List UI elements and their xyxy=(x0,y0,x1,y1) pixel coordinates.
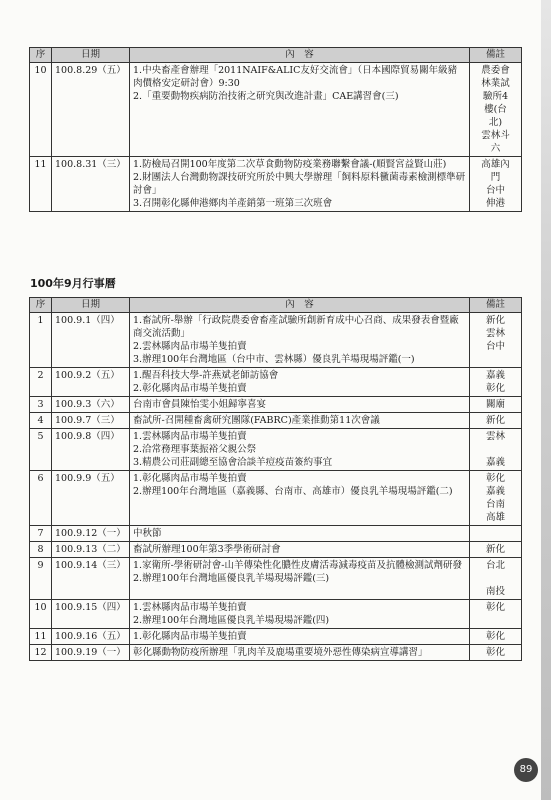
note-line: 關廟 xyxy=(485,399,505,410)
row-content xyxy=(130,645,470,661)
content-line: 2.洽常務理事葉振裕父親公祭 xyxy=(133,444,257,455)
content-line: 3.召開彰化縣伸港鄉肉羊產銷第一班第三次班會 xyxy=(133,198,333,209)
row-note xyxy=(470,63,522,157)
note-line: 彰化 xyxy=(485,473,505,484)
row-content xyxy=(130,629,470,645)
row-content xyxy=(130,558,470,600)
row-content xyxy=(130,397,470,413)
note-line: 彰化 xyxy=(485,647,505,658)
page-edge-stripe xyxy=(541,0,551,800)
table-header-row xyxy=(30,48,522,63)
content-line: 1.彰化縣肉品市場羊隻拍賣 xyxy=(133,473,247,484)
row-seq: 3 xyxy=(30,397,52,413)
content-line: 2.辦理100年台灣地區優良乳羊場現場評鑑(四) xyxy=(133,615,330,626)
row-note xyxy=(470,645,522,661)
note-line: 高雄內 xyxy=(481,159,510,170)
header-content: 內 容 xyxy=(130,48,470,63)
content-line: 2.「重要動物疾病防治技術之研究與改進計畫」CAE講習會(三) xyxy=(133,91,399,102)
note-line: 雲林 xyxy=(485,328,505,339)
note-line: 伸港 xyxy=(485,198,505,209)
row-content xyxy=(130,600,470,629)
row-seq: 2 xyxy=(30,368,52,397)
content-line: 畜試所辦理100年第3季學術研討會 xyxy=(133,544,281,555)
content-line: 1.醒吾科技大學-許燕斌老師訪協會 xyxy=(133,370,279,381)
row-note xyxy=(470,471,522,526)
content-line: 2.彰化縣肉品市場羊隻拍賣 xyxy=(133,383,247,394)
note-line: 新化 xyxy=(485,415,505,426)
table-row xyxy=(30,313,522,368)
row-note xyxy=(470,629,522,645)
content-line: 2.辦理100年台灣地區優良乳羊場現場評鑑(三) xyxy=(133,573,330,584)
row-note xyxy=(470,413,522,429)
calendar-table-september xyxy=(29,297,522,661)
note-line: 北) xyxy=(488,117,503,128)
note-line: 彰化 xyxy=(485,631,505,642)
content-line: 1.彰化縣肉品市場羊隻拍賣 xyxy=(133,631,247,642)
row-seq: 11 xyxy=(30,629,52,645)
row-content xyxy=(130,526,470,542)
note-line: 農委會 xyxy=(481,65,510,76)
content-line: 畜試所-召開種畜禽研究團隊(FABRC)產業推動第11次會議 xyxy=(133,415,380,426)
row-seq: 8 xyxy=(30,542,52,558)
header-date: 日期 xyxy=(52,48,130,63)
note-line: 南投 xyxy=(485,586,505,597)
row-seq: 12 xyxy=(30,645,52,661)
note-line: 嘉義 xyxy=(485,457,505,468)
row-seq: 7 xyxy=(30,526,52,542)
table-row xyxy=(30,413,522,429)
row-seq: 11 xyxy=(30,157,52,212)
table-row xyxy=(30,397,522,413)
content-line: 台南市會員陳怡雯小姐歸寧喜宴 xyxy=(133,399,267,410)
row-note xyxy=(470,429,522,471)
content-line: 2.辦理100年台灣地區（嘉義縣、台南市、高雄市）優良乳羊場現場評鑑(二) xyxy=(133,486,453,497)
row-note xyxy=(470,157,522,212)
content-line: 1.中央畜產會辦理「2011NAIF&ALIC友好交流會」（日本國際貿易關年級豬肉價格安定研討會）9:30 xyxy=(133,65,458,89)
content-line: 2.雲林縣肉品市場羊隻拍賣 xyxy=(133,341,247,352)
note-line: 彰化 xyxy=(485,602,505,613)
note-line: 台中 xyxy=(485,341,505,352)
table-row xyxy=(30,645,522,661)
row-content xyxy=(130,368,470,397)
row-date: 100.8.29（五） xyxy=(52,63,130,157)
table-row xyxy=(30,471,522,526)
content-line: 1.雲林縣肉品市場羊隻拍賣 xyxy=(133,602,247,613)
note-line: 門 xyxy=(490,172,501,183)
row-date: 100.8.31（三） xyxy=(52,157,130,212)
row-content xyxy=(130,413,470,429)
note-line: 台南 xyxy=(485,499,505,510)
row-date: 100.9.14（三） xyxy=(52,558,130,600)
content-line: 彰化縣動物防疫所辦理「乳肉羊及鹿場重要境外惡性傳染病宣導講習」 xyxy=(133,647,428,658)
content-line: 中秋節 xyxy=(133,528,162,539)
header-content: 內 容 xyxy=(130,298,470,313)
table-row xyxy=(30,600,522,629)
row-date: 100.9.12（一） xyxy=(52,526,130,542)
content-line: 1.防檢局召開100年度第二次草食動物防疫業務聯繫會議-(順賢宮益賢山莊) xyxy=(133,159,447,170)
note-line: 六 xyxy=(490,143,501,154)
row-date: 100.9.3（六） xyxy=(52,397,130,413)
table-row xyxy=(30,63,522,157)
row-note xyxy=(470,313,522,368)
content-line: 1.畜試所-舉辦「行政院農委會畜產試驗所創新育成中心召商、成果發表會暨廠商交流活動」 xyxy=(133,315,459,339)
row-note xyxy=(470,542,522,558)
note-line: 新化 xyxy=(485,315,505,326)
row-date: 100.9.8（四） xyxy=(52,429,130,471)
row-date: 100.9.7（三） xyxy=(52,413,130,429)
row-note xyxy=(470,558,522,600)
note-line xyxy=(473,572,518,585)
row-content xyxy=(130,429,470,471)
content-line: 1.家衛所-學術研討會-山羊傳染性化膿性皮膚活毒減毒疫苗及抗體檢測試劑研發 xyxy=(133,560,462,571)
header-seq: 序 xyxy=(30,48,52,63)
row-seq: 10 xyxy=(30,600,52,629)
table-row xyxy=(30,526,522,542)
row-seq: 5 xyxy=(30,429,52,471)
content-line: 2.財團法人台灣動物課技研究所於中興大學辦理「飼料原料黴菌毒素檢測標準研討會」 xyxy=(133,172,466,196)
table-row xyxy=(30,429,522,471)
row-seq: 4 xyxy=(30,413,52,429)
note-line: 台中 xyxy=(485,185,505,196)
note-line: 嘉義 xyxy=(485,486,505,497)
section-title: 100年9月行事曆 xyxy=(30,277,116,290)
page-number: 89 xyxy=(514,758,538,782)
row-note xyxy=(470,526,522,542)
row-date: 100.9.9（五） xyxy=(52,471,130,526)
note-line: 樓(台 xyxy=(484,104,507,115)
table-header-row xyxy=(30,298,522,313)
row-date: 100.9.13（二） xyxy=(52,542,130,558)
row-seq: 6 xyxy=(30,471,52,526)
row-note xyxy=(470,368,522,397)
table-row xyxy=(30,157,522,212)
content-line: 3.辦理100年台灣地區（台中市、雲林縣）優良乳羊場現場評鑑(一) xyxy=(133,354,415,365)
note-line: 林業試 xyxy=(481,78,510,89)
row-note xyxy=(470,397,522,413)
table-row xyxy=(30,542,522,558)
table-row xyxy=(30,629,522,645)
note-line: 彰化 xyxy=(485,383,505,394)
row-date: 100.9.2（五） xyxy=(52,368,130,397)
row-content xyxy=(130,157,470,212)
row-date: 100.9.19（一） xyxy=(52,645,130,661)
header-date: 日期 xyxy=(52,298,130,313)
note-line: 嘉義 xyxy=(485,370,505,381)
row-note xyxy=(470,600,522,629)
note-line: 雲林斗 xyxy=(481,130,510,141)
row-content xyxy=(130,63,470,157)
note-line xyxy=(473,443,518,456)
header-note: 備註 xyxy=(470,48,522,63)
header-note: 備註 xyxy=(470,298,522,313)
note-line: 台北 xyxy=(485,560,505,571)
row-content xyxy=(130,542,470,558)
table-row xyxy=(30,558,522,600)
row-date: 100.9.1（四） xyxy=(52,313,130,368)
row-date: 100.9.15（四） xyxy=(52,600,130,629)
note-line: 驗所4 xyxy=(482,91,509,102)
note-line: 新化 xyxy=(485,544,505,555)
row-seq: 9 xyxy=(30,558,52,600)
row-date: 100.9.16（五） xyxy=(52,629,130,645)
content-line: 3.精農公司莊副總至協會洽談羊痘疫苗簽約事宜 xyxy=(133,457,333,468)
row-seq: 1 xyxy=(30,313,52,368)
note-line: 雲林 xyxy=(485,431,505,442)
row-content xyxy=(130,471,470,526)
row-content xyxy=(130,313,470,368)
note-line: 高雄 xyxy=(485,512,505,523)
table-row xyxy=(30,368,522,397)
header-seq: 序 xyxy=(30,298,52,313)
row-seq: 10 xyxy=(30,63,52,157)
calendar-table-august xyxy=(29,47,522,212)
content-line: 1.雲林縣肉品市場羊隻拍賣 xyxy=(133,431,247,442)
